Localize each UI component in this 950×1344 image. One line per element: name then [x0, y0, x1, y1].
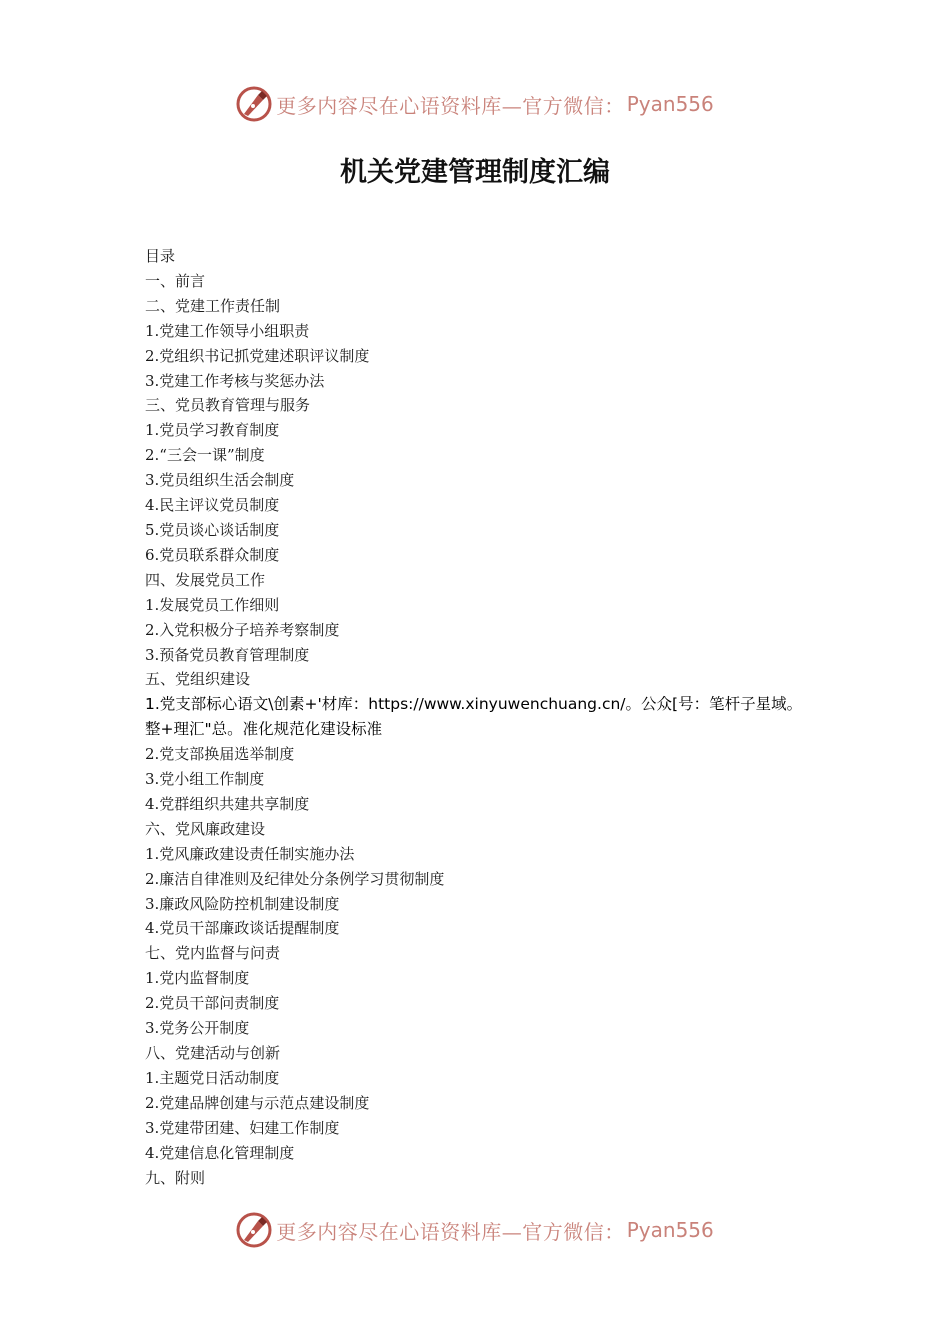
toc-item: 2.入党积极分子培养考察制度	[145, 620, 340, 639]
toc-item: 3.党建带团建、妇建工作制度	[145, 1118, 340, 1137]
toc-item: 2.党组织书记抓党建述职评议制度	[145, 346, 370, 365]
toc-item: 一、前言	[145, 271, 206, 290]
header-watermark-banner	[0, 82, 950, 126]
toc-item: 三、党员教育管理与服务	[145, 396, 311, 415]
footer-watermark-banner	[0, 1208, 950, 1252]
toc-item: 2.党建品牌创建与示范点建设制度	[145, 1093, 370, 1112]
toc-item: 1.主题党日活动制度	[145, 1068, 280, 1087]
toc-item: 4.民主评议党员制度	[145, 496, 280, 515]
toc-item: 五、党组织建设	[145, 670, 251, 689]
toc-heading: 目录	[145, 247, 176, 265]
banner-text: 更多内容尽在心语资料库—官方微信：	[276, 1219, 625, 1244]
toc-item: 3.党员组织生活会制度	[145, 471, 295, 490]
toc-item: 1.党风廉政建设责任制实施办法	[145, 844, 355, 863]
banner-handle: Pyan556	[626, 1218, 714, 1242]
toc-item: 3.党建工作考核与奖惩办法	[145, 371, 325, 390]
banner-text: 更多内容尽在心语资料库—官方微信：	[276, 93, 625, 118]
toc-item: 3.预备党员教育管理制度	[145, 645, 310, 664]
banner-handle: Pyan556	[626, 92, 714, 116]
toc-item: 四、发展党员工作	[145, 570, 266, 589]
pen-nib-logo-icon	[236, 1212, 272, 1248]
toc-item: 九、附则	[145, 1168, 206, 1187]
toc-item: 2.党员干部问责制度	[145, 994, 280, 1013]
toc-item: 5.党员谈心谈话制度	[145, 520, 280, 539]
toc-item: 1.党内监督制度	[145, 969, 250, 988]
toc-item: 3.廉政风险防控机制建设制度	[145, 894, 340, 913]
toc-item: 六、党风廉政建设	[145, 819, 266, 838]
toc-item: 3.党务公开制度	[145, 1019, 250, 1038]
toc-item: 2.廉洁自律准则及纪律处分条例学习贯彻制度	[145, 869, 445, 888]
toc-item: 4.党员干部廉政谈话提醒制度	[145, 919, 340, 938]
toc-item: 二、党建工作责任制	[145, 296, 281, 315]
toc-item: 八、党建活动与创新	[145, 1044, 281, 1062]
table-of-contents	[145, 244, 825, 1190]
document-title: 机关党建管理制度汇编	[340, 157, 610, 188]
toc-item: 1.发展党员工作细则	[145, 595, 280, 614]
toc-item: 1.党员学习教育制度	[145, 421, 280, 440]
toc-item-with-watermark: 1.党支部标心语文\创素+'材库：https://www.xinyuwenchuang.cn/。公众[号：笔杆子星域。整+理汇"总。准化规范化建设标准	[145, 695, 803, 739]
toc-item: 2.党支部换届选举制度	[145, 745, 295, 764]
toc-item: 4.党群组织共建共享制度	[145, 794, 310, 813]
toc-item: 1.党建工作领导小组职责	[145, 321, 310, 340]
toc-item: 3.党小组工作制度	[145, 770, 265, 789]
pen-nib-logo-icon	[236, 86, 272, 122]
toc-item: 七、党内监督与问责	[145, 944, 281, 963]
toc-item: 2.“三会一课”制度	[145, 446, 265, 465]
toc-item: 6.党员联系群众制度	[145, 545, 280, 564]
toc-item: 4.党建信息化管理制度	[145, 1143, 295, 1162]
